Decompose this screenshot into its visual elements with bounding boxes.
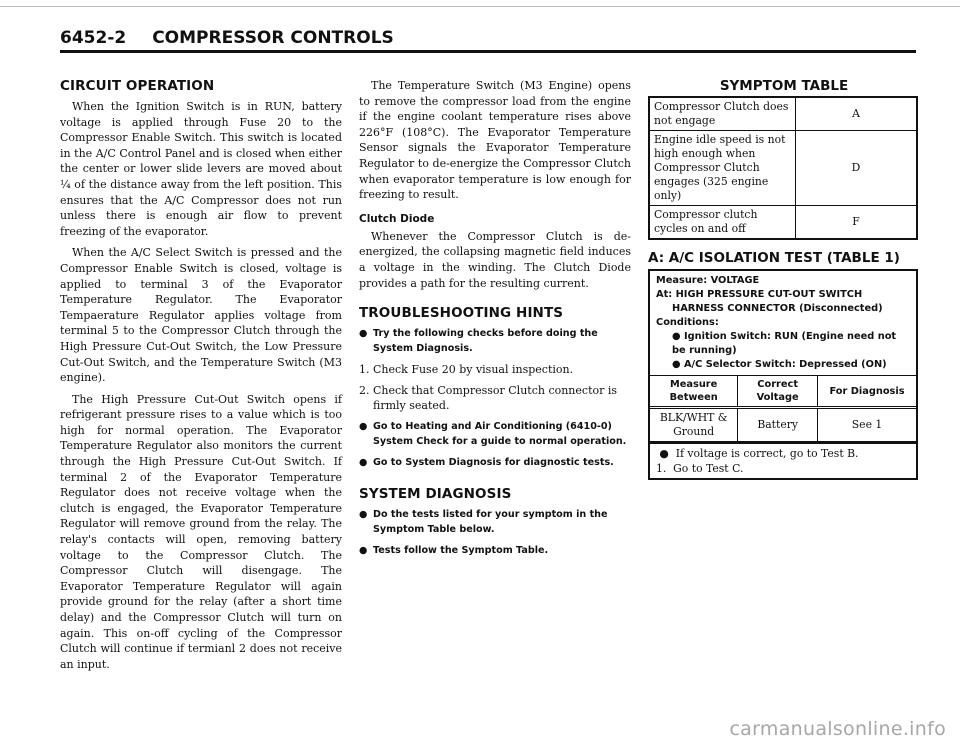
column-middle — [359, 78, 631, 564]
note-2: 1. Go to Test C. — [656, 462, 744, 475]
header-rule — [60, 50, 916, 53]
symptom-cell: Engine idle speed is not high enough when Compressor Clutch engages (325 engine only) — [649, 131, 796, 206]
measure-between-cell: BLK/WHT & Ground — [650, 408, 738, 442]
column-header: Measure Between — [650, 376, 738, 408]
conditions-label: Conditions: — [656, 317, 719, 328]
isolation-conditions — [650, 271, 916, 375]
correct-voltage-cell: Battery — [738, 408, 818, 442]
isolation-notes — [650, 442, 916, 478]
system-diagnosis-list — [359, 507, 631, 558]
list-item: 1. Check Fuse 20 by visual inspection. — [359, 363, 574, 377]
page-title: COMPRESSOR CONTROLS — [152, 28, 394, 48]
circuit-paragraph-2: When the A/C Select Switch is pressed and the Compressor Enable Switch is closed, voltage is applied to terminal 3 of the Evaporator Temperature Regulator. The Evaporator Tempaerature Regulator applies voltage from terminal 5 to the Compressor Clutch through the High Pressure Cut-Out Switch, the Low Pressure Cut-Out Switch, and the Temperature Switch (M3 engine). — [60, 246, 342, 385]
list-item: ● Tests follow the Symptom Table. — [359, 544, 549, 556]
troubleshooting-heading: TROUBLESHOOTING HINTS — [359, 305, 564, 322]
symptom-table-title: SYMPTOM TABLE — [719, 78, 849, 94]
page-number: 6452-2 — [60, 28, 127, 48]
test-cell: D — [796, 131, 918, 206]
test-cell: A — [796, 97, 918, 131]
note-1: ● If voltage is correct, go to Test B. — [656, 447, 859, 460]
list-item: ● Try the following checks before doing the System Diagnosis. — [359, 328, 598, 355]
table-row — [649, 206, 917, 240]
troubleshooting-list — [359, 326, 631, 356]
column-header: For Diagnosis — [818, 376, 916, 408]
watermark: carmanualsonline.info — [729, 718, 946, 740]
test-cell: F — [796, 206, 918, 240]
list-item: ● Do the tests listed for your symptom in the Symptom Table below. — [359, 508, 608, 535]
isolation-table — [650, 375, 916, 442]
troubleshooting-steps — [359, 362, 631, 414]
circuit-paragraph-1: When the Ignition Switch is in RUN, battery voltage is applied through Fuse 20 to the Compressor Enable Switch. This switch is located in the A/C Control Panel and is closed when either the center or lower slide levers are moved about ¼ of the distance away from the left position. This ensures that the A/C Compressor does not run unless there is enough air flow to prevent freezing of the evaporator. — [60, 100, 342, 238]
page-header — [60, 28, 916, 48]
top-rule — [0, 6, 960, 7]
table-row — [649, 97, 917, 131]
measure-line: Measure: VOLTAGE — [656, 275, 760, 286]
table-row — [649, 131, 917, 206]
table-header-row — [650, 376, 916, 408]
at-line-2: HARNESS CONNECTOR (Disconnected) — [672, 303, 883, 314]
symptom-cell: Compressor clutch cycles on and off — [649, 206, 796, 240]
list-item: 2. Check that Compressor Clutch connector is firmly seated. — [359, 383, 618, 413]
circuit-paragraph-4: The Temperature Switch (M3 Engine) opens to remove the compressor load from the engine if the engine coolant temperature rises above 226°F (108°C). The Evaporator Temperature Sensor signals the Evaporator Temperature Regulator to de-energize the Compressor Clutch when evaporator temperature is low enough for freezing to result. — [359, 79, 631, 202]
diagnosis-cell: See 1 — [818, 408, 916, 442]
clutch-diode-heading: Clutch Diode — [359, 212, 435, 225]
troubleshooting-list-2 — [359, 419, 631, 470]
column-right — [648, 78, 920, 480]
isolation-test-title: A: A/C ISOLATION TEST (TABLE 1) — [648, 250, 900, 266]
symptom-cell: Compressor Clutch does not engage — [649, 97, 796, 131]
clutch-diode-paragraph: Whenever the Compressor Clutch is de-energized, the collapsing magnetic field induces a voltage in the winding. The Clutch Diode provides a path for the resulting current. — [359, 229, 631, 290]
circuit-paragraph-3: The High Pressure Cut-Out Switch opens if refrigerant pressure rises to a value which is too high for normal operation. The Evaporator Temperature Regulator also monitors the current through the High Pressure Cut-Out Switch. If terminal 2 of the Evaporator Temperature Regulator does not receive voltage when the clutch is engaged, the Evaporator Temperature Regulator will remove ground from the relay. The relay's contacts will open, removing battery voltage to the Compressor Clutch. The Compressor Clutch will disengage. The Evaporator Temperature Regulator will again provide ground for the relay (after a short time delay) and the Compressor Clutch will turn on again. This on-off cycling of the Compressor Clutch will continue if termianl 2 does not receive an input. — [60, 392, 342, 671]
column-left — [60, 78, 342, 678]
condition-2: ● A/C Selector Switch: Depressed (ON) — [672, 359, 887, 370]
condition-1: ● Ignition Switch: RUN (Engine need not be running) — [672, 331, 897, 356]
symptom-table — [648, 96, 918, 240]
system-diagnosis-heading: SYSTEM DIAGNOSIS — [359, 485, 512, 502]
list-item: ● Go to System Diagnosis for diagnostic tests. — [359, 456, 614, 468]
column-header: Correct Voltage — [738, 376, 818, 408]
list-item: ● Go to Heating and Air Conditioning (6410-0) System Check for a guide to normal operation. — [359, 420, 627, 447]
circuit-operation-heading: CIRCUIT OPERATION — [60, 78, 215, 94]
isolation-test-box — [648, 269, 918, 480]
at-line-1: At: HIGH PRESSURE CUT-OUT SWITCH — [656, 289, 863, 300]
table-row — [650, 408, 916, 442]
